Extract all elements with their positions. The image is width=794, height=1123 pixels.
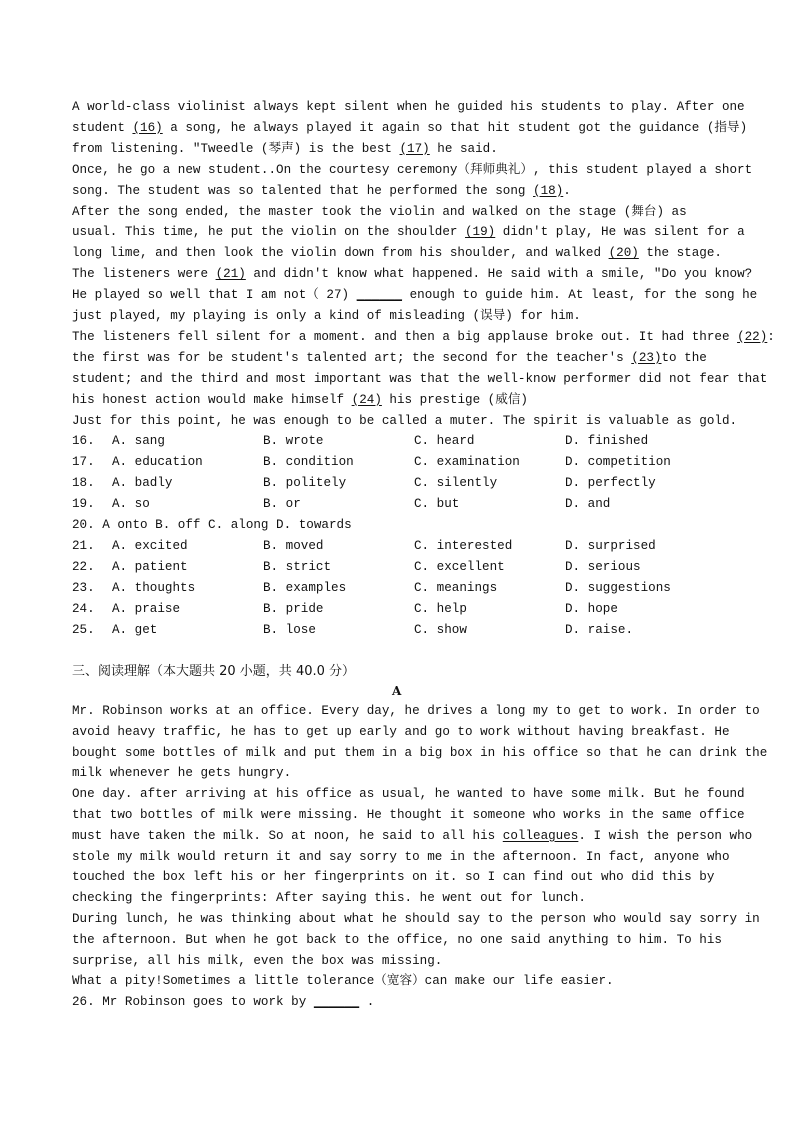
question-number: 17. xyxy=(72,454,95,469)
answer-option: A. education xyxy=(112,454,203,469)
text-line xyxy=(72,99,745,115)
text-line xyxy=(72,204,687,220)
text-segment: a song, he always played it again so that hit student got the guidance (指导) xyxy=(162,120,748,135)
text-line xyxy=(72,828,752,844)
text-segment: his honest action would make himself xyxy=(72,392,352,407)
text-segment: he said. xyxy=(429,141,498,156)
text-segment: student xyxy=(72,120,133,135)
answer-option: D. suggestions xyxy=(565,580,671,595)
answer-option: D. raise. xyxy=(565,622,634,637)
text-segment: bought some bottles of milk and put them in a big box in his office so that he can drink the xyxy=(72,745,768,760)
text-line xyxy=(72,890,586,906)
text-line xyxy=(72,266,752,282)
answer-option: C. but xyxy=(414,496,460,511)
section-heading: 三、阅读理解（本大题共 20 小题，共 40.0 分） xyxy=(72,664,356,679)
answer-option: C. heard xyxy=(414,434,475,448)
text-line xyxy=(72,973,614,989)
text-segment: . xyxy=(563,183,571,198)
text-segment: the stage. xyxy=(638,246,722,261)
blank-marker: ______ xyxy=(356,288,403,303)
text-segment: Mr. Robinson works at an office. Every day, he drives a long my to get to work. In order to xyxy=(72,704,760,718)
text-line xyxy=(72,245,722,261)
blank-marker: (22) xyxy=(737,329,768,344)
text-segment: checking the fingerprints: After saying this. he went out for lunch. xyxy=(72,891,586,906)
answer-option: B. condition xyxy=(263,454,354,469)
text-segment: touched the box left his or her fingerprints on it. so I can find out who did this by xyxy=(72,870,715,885)
text-segment: The listeners fell silent for a moment. and then a big applause broke out. It had three xyxy=(72,329,738,344)
answer-option: B. politely xyxy=(263,475,347,490)
text-segment: A world-class violinist always kept silent when he guided his students to play. After one xyxy=(72,100,745,114)
text-segment: One day. after arriving at his office as usual, he wanted to have some milk. But he found xyxy=(72,787,745,802)
text-line xyxy=(72,869,714,885)
text-line xyxy=(72,413,737,429)
text-segment: long lime, and then look the violin down from his shoulder, and walked xyxy=(72,246,609,261)
answer-option: D. competition xyxy=(565,454,671,469)
text-line xyxy=(72,953,442,969)
blank-marker: (24) xyxy=(351,392,382,407)
blank-marker: (18) xyxy=(533,183,564,198)
text-line xyxy=(72,911,760,927)
answer-option: C. show xyxy=(414,622,467,637)
blank-marker: (21) xyxy=(215,267,246,282)
text-line xyxy=(72,308,581,324)
answer-option: A. get xyxy=(112,622,158,637)
text-segment: must have taken the milk. So at noon, he said to all his xyxy=(72,828,503,843)
text-segment: enough to guide him. At least, for the song he xyxy=(402,288,758,303)
blank-marker: colleagues xyxy=(502,828,579,843)
question-inline: 20. A onto B. off C. along D. towards xyxy=(72,517,352,532)
question-number: 21. xyxy=(72,538,95,553)
answer-option: B. wrote xyxy=(263,434,324,448)
answer-option: D. serious xyxy=(565,559,641,574)
answer-option: C. interested xyxy=(414,538,513,553)
blank-marker: (20) xyxy=(608,246,639,261)
text-line xyxy=(72,120,747,136)
answer-option: C. examination xyxy=(414,454,520,469)
text-segment: Just for this point, he was enough to be called a muter. The spirit is valuable as gold. xyxy=(72,413,738,428)
text-segment: He played so well that I am not（ 27) xyxy=(72,288,357,303)
text-line xyxy=(72,932,722,948)
text-line xyxy=(72,994,374,1010)
text-segment: usual. This time, he put the violin on the shoulder xyxy=(72,225,465,240)
text-segment: During lunch, he was thinking about what he should say to the person who would say sorry in xyxy=(72,912,760,926)
question-number: 18. xyxy=(72,475,95,490)
answer-option: B. strict xyxy=(263,559,332,574)
text-segment: song. The student was so talented that he performed the song xyxy=(72,183,534,198)
text-segment: stole my milk would return it and say sorry to me in the afternoon. In fact, anyone who xyxy=(72,849,730,864)
text-segment: milk whenever he gets hungry. xyxy=(72,766,292,781)
answer-option: C. silently xyxy=(414,475,498,490)
text-segment: his prestige (威信) xyxy=(381,392,528,407)
text-line xyxy=(72,849,730,865)
text-segment: The listeners were xyxy=(72,267,216,282)
answer-option: C. help xyxy=(414,601,467,616)
answer-option: B. or xyxy=(263,496,301,511)
answer-option: A. so xyxy=(112,496,150,511)
text-line xyxy=(72,724,730,740)
text-line xyxy=(72,141,498,157)
passage-label: A xyxy=(392,684,402,698)
text-segment: : xyxy=(767,329,775,344)
text-segment: the afternoon. But when he got back to the office, no one said anything to him. To his xyxy=(72,932,722,947)
text-line xyxy=(72,371,767,387)
text-segment: 26. Mr Robinson goes to work by xyxy=(72,995,314,1010)
question-number: 23. xyxy=(72,580,95,595)
answer-option: D. and xyxy=(565,496,611,511)
answer-option: B. lose xyxy=(263,622,316,637)
text-line xyxy=(72,786,745,802)
answer-option: A. patient xyxy=(112,559,188,574)
text-segment: just played, my playing is only a kind of misleading (误导) for him. xyxy=(72,309,581,323)
answer-option: C. meanings xyxy=(414,580,498,595)
answer-option: B. moved xyxy=(263,538,324,553)
answer-option: C. excellent xyxy=(414,559,505,574)
text-line xyxy=(72,162,752,178)
answer-option: B. pride xyxy=(263,601,324,616)
question-number: 16. xyxy=(72,434,95,448)
text-segment: from listening. "Tweedle (琴声) is the best xyxy=(72,141,400,156)
text-segment: After the song ended, the master took the violin and walked on the stage (舞台) as xyxy=(72,204,687,219)
question-number: 19. xyxy=(72,496,95,511)
answer-option: A. thoughts xyxy=(112,580,196,595)
text-line xyxy=(72,392,528,408)
question-number: 25. xyxy=(72,622,95,637)
text-line xyxy=(72,765,291,781)
text-segment: the first was for be student's talented art; the second for the teacher's xyxy=(72,350,632,365)
text-segment: student; and the third and most important was that the well-know performer did not fear that xyxy=(72,371,768,386)
answer-option: D. perfectly xyxy=(565,475,656,490)
text-segment: avoid heavy traffic, he has to get up early and go to work without having breakfast. He xyxy=(72,724,730,739)
blank-marker: (23) xyxy=(631,350,662,365)
text-segment: . xyxy=(359,995,375,1010)
text-line xyxy=(72,703,760,719)
text-line xyxy=(72,287,757,303)
text-segment: that two bottles of milk were missing. He thought it someone who works in the same office xyxy=(72,808,745,822)
answer-option: A. sang xyxy=(112,434,165,448)
answer-option: D. finished xyxy=(565,434,649,448)
answer-option: A. badly xyxy=(112,475,173,490)
text-line xyxy=(72,224,745,240)
text-segment: What a pity!Sometimes a little tolerance（宽容）can make our life easier. xyxy=(72,974,614,989)
answer-option: A. praise xyxy=(112,601,181,616)
answer-option: B. examples xyxy=(263,580,347,595)
text-segment: and didn't know what happened. He said with a smile, "Do you know? xyxy=(245,267,753,282)
answer-option: D. surprised xyxy=(565,538,656,553)
text-segment: surprise, all his milk, even the box was missing. xyxy=(72,953,443,968)
blank-marker: ______ xyxy=(313,995,360,1010)
text-line xyxy=(72,807,745,823)
text-line xyxy=(72,329,775,345)
question-number: 22. xyxy=(72,559,95,574)
text-segment: Once, he go a new student..On the courtesy ceremony（拜师典礼）, this student played a short xyxy=(72,162,753,177)
text-segment: to the xyxy=(661,350,707,365)
text-line xyxy=(72,350,707,366)
text-line xyxy=(72,183,571,199)
blank-marker: (16) xyxy=(132,120,163,135)
text-segment: didn't play, He was silent for a xyxy=(495,225,745,240)
blank-marker: (17) xyxy=(399,141,430,156)
blank-marker: (19) xyxy=(465,225,496,240)
text-line xyxy=(72,745,767,761)
answer-option: D. hope xyxy=(565,601,618,616)
answer-option: A. excited xyxy=(112,538,188,553)
text-segment: . I wish the person who xyxy=(578,828,753,843)
question-number: 24. xyxy=(72,601,95,616)
